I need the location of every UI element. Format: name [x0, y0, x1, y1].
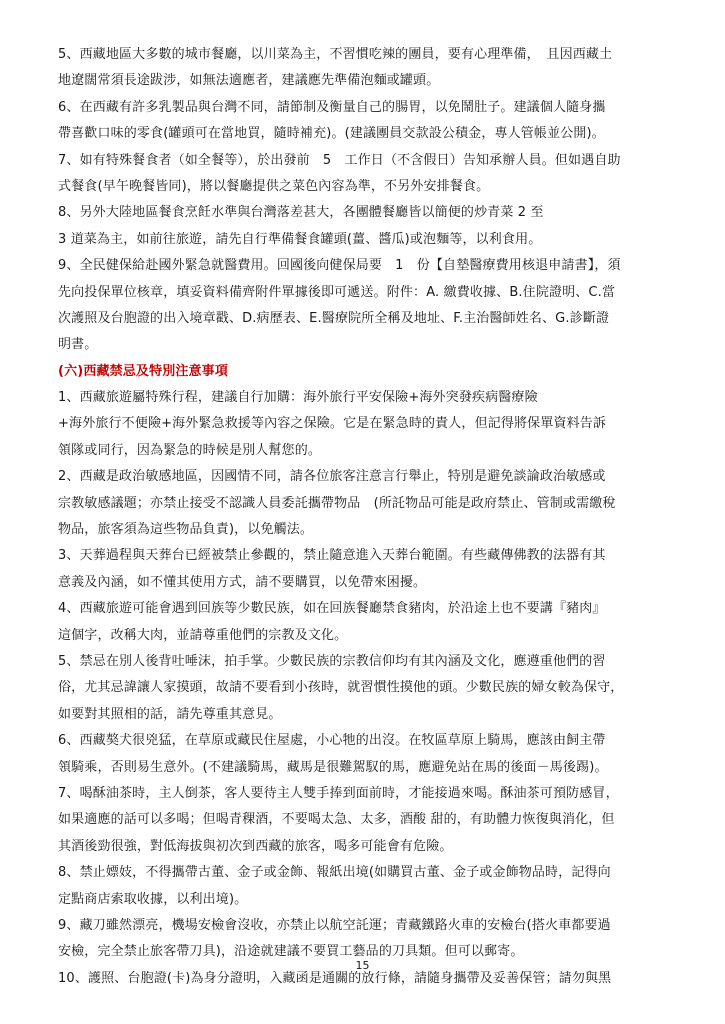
section-line: 3、天葬過程與天葬台已經被禁止參觀的，禁止隨意進入天葬台範圍。有些藏傳佛教的法器有其: [58, 548, 606, 564]
section-line: 這個字，改稱大肉，並請尊重他們的宗教及文化。: [58, 627, 348, 643]
section-line: 8、禁止嫖妓，不得攜帶古董、金子或金飾、報紙出境(如購買古董、金子或金飾物品時，記得向: [58, 865, 611, 881]
section-line: 俗，尤其忌諱讓人家摸頭，故請不要看到小孩時，就習慣性摸他的頭。少數民族的婦女較為保守，: [58, 680, 624, 696]
section-line: 安檢，完全禁止旅客帶刀具)，沿途就建議不要買工藝品的刀具類。但可以郵寄。: [58, 944, 524, 960]
section-line: 10、護照、台胞證(卡)為身分證明，入藏函是通關的放行條，請隨身攜帶及妥善保管；請勿與黑: [58, 970, 612, 986]
body-line: 先向投保單位核章，填妥資料備齊附件單據後即可遞送。附件：A. 繳費收據、B.住院證明、C.當: [58, 284, 616, 300]
page-number: 15: [355, 959, 370, 972]
body-line: 3 道菜為主，如前往旅遊，請先自行準備餐食罐頭(薑、醬瓜)或泡麵等，以利食用。: [58, 231, 542, 247]
body-line: 6、在西藏有許多乳製品與台灣不同，請節制及衡量自己的腸胃，以免鬧肚子。建議個人隨身攜: [58, 99, 606, 115]
section-line: 如果適應的話可以多喝；但喝青稞酒，不要喝太急、太多，酒酸 甜的，有助體力恢復與消化，但: [58, 812, 615, 828]
section-heading: (六)西藏禁忌及特別注意事項: [58, 363, 228, 379]
body-line: 式餐食(早午晚餐皆同)，將以餐廳提供之菜色內容為準，不另外安排餐食。: [58, 178, 490, 194]
body-line: 地遼闊常須長途跋涉，如無法適應者，建議應先準備泡麵或罐頭。: [58, 73, 440, 89]
section-line: 7、喝酥油茶時，主人倒茶，客人要待主人雙手捧到面前時，才能接過來喝。酥油茶可預防感冒，: [58, 785, 619, 801]
body-line: 8、另外大陸地區餐食烹飪水準與台灣落差甚大，各團體餐廳皆以簡便的炒青菜 2 至: [58, 205, 544, 221]
document-body: [58, 42, 670, 992]
section-line: 2、西藏是政治敏感地區，因國情不同，請各位旅客注意言行舉止，特別是避免談論政治敏感或: [58, 469, 606, 485]
section-line: 定點商店索取收據，以利出境)。: [58, 891, 248, 907]
body-line: 次護照及台胞證的出入境章戳、D.病歷表、E.醫療院所全稱及地址、F.主治醫師姓名、G.診斷證: [58, 310, 610, 326]
section-line: 意義及內涵，如不懂其使用方式，請不要購買，以免帶來困擾。: [58, 574, 427, 590]
section-line: +海外旅行不便險+海外緊急救援等內容之保險。它是在緊急時的貴人，但記得將保單資料告訴: [58, 416, 607, 432]
section-line: 9、藏刀雖然漂亮，機場安檢會沒收，亦禁止以航空託運；青藏鐵路火車的安檢台(搭火車都要過: [58, 917, 611, 933]
body-line: 帶喜歡口味的零食(罐頭可在當地買，隨時補充)。(建議團員交款設公積金，專人管帳並公開)。: [58, 126, 605, 142]
body-line: 7、如有特殊餐食者（如全餐等），於出發前 5 工作日（不含假日）告知承辦人員。但如遇自助: [58, 152, 621, 168]
body-line: 5、西藏地區大多數的城市餐廳，以川菜為主，不習慣吃辣的團員，要有心理準備， 且因西藏土: [58, 47, 613, 62]
section-line: 物品，旅客須為這些物品負責)，以免觸法。: [58, 522, 314, 538]
section-line: 5、禁忌在別人後背吐唾沫，拍手掌。少數民族的宗教信仰均有其內涵及文化，應遵重他們的習: [58, 653, 606, 669]
section-line: 宗教敏感議題；亦禁止接受不認識人員委託攜帶物品 (所託物品可能是政府禁止、管制或需繳稅: [58, 495, 616, 511]
section-line: 1、西藏旅遊屬特殊行程，建議自行加購：海外旅行平安保險+海外突發疾病醫療險: [58, 390, 538, 406]
section-line: 其酒後勁很強，對低海拔與初次到西藏的旅客，喝多可能會有危險。: [58, 838, 453, 854]
section-line: 領騎乘，否則易生意外。(不建議騎馬，藏馬是很難駕馭的馬，應避免站在馬的後面－馬後踢)。: [58, 759, 608, 775]
section-line: 6、西藏獒犬很兇猛，在草原或藏民住屋處，小心牠的出沒。在牧區草原上騎馬，應該由飼主帶: [58, 733, 606, 749]
section-line: 領隊或同行，因為緊急的時候是別人幫您的。: [58, 442, 322, 458]
body-line: 9、全民健保給赴國外緊急就醫費用。回國後向健保局要 1 份【自墊醫療費用核退申請書】，須: [58, 258, 621, 274]
body-line: 明書。: [58, 337, 98, 353]
section-line: 4、西藏旅遊可能會遇到回族等少數民族，如在回族餐廳禁食豬肉，於沿途上也不要講『豬肉』: [58, 601, 606, 617]
section-line: 如要對其照相的話，請先尊重其意見。: [58, 706, 282, 722]
